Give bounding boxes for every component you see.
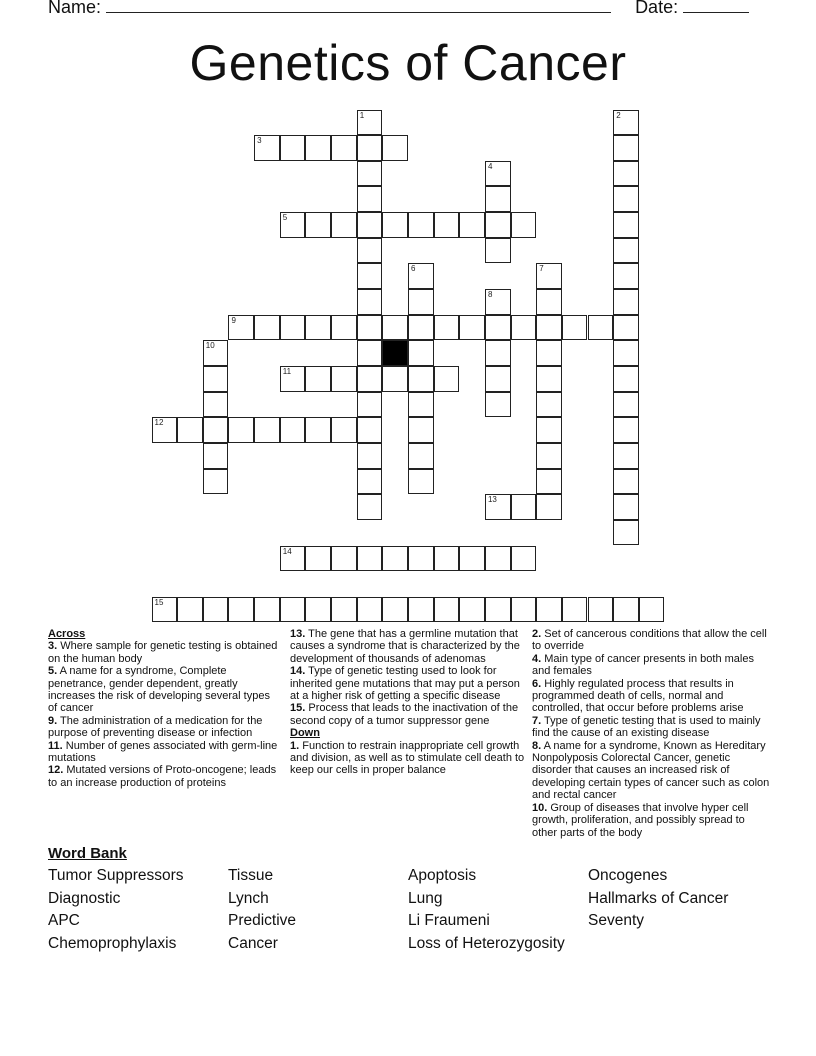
grid-block	[382, 340, 408, 366]
grid-cell[interactable]	[588, 315, 614, 341]
grid-cell[interactable]	[305, 135, 331, 161]
grid-cell[interactable]	[485, 392, 511, 418]
grid-cell[interactable]	[305, 366, 331, 392]
clue	[532, 628, 772, 653]
grid-cell[interactable]	[331, 315, 357, 341]
grid-cell[interactable]	[613, 340, 639, 366]
clue-text: Group of diseases that involve hyper cell growth, proliferation, and possibly spread to other parts of the body	[532, 801, 749, 839]
grid-cell[interactable]	[357, 186, 383, 212]
grid-cell[interactable]	[408, 597, 434, 623]
across-clue-list	[48, 640, 280, 789]
grid-cell[interactable]	[408, 212, 434, 238]
grid-cell[interactable]	[536, 597, 562, 623]
clue	[290, 702, 526, 727]
grid-cell[interactable]	[280, 366, 306, 392]
clue-number: 1.	[290, 739, 300, 752]
grid-cell[interactable]	[408, 315, 434, 341]
clue-number: 8	[487, 290, 493, 300]
clue-text: Mutated versions of Proto-oncogene; leads to an increase production of proteins	[48, 764, 277, 789]
grid-cell[interactable]	[331, 546, 357, 572]
clue-text: Type of genetic testing used to look for inherited gene mutations that may put a person at a higher risk of getting a specific disease	[290, 665, 520, 703]
clue-number: 11.	[48, 739, 63, 752]
grid-cell[interactable]	[485, 212, 511, 238]
grid-cell[interactable]	[408, 546, 434, 572]
grid-cell[interactable]	[280, 417, 306, 443]
grid-cell[interactable]	[434, 366, 460, 392]
grid-cell[interactable]	[254, 315, 280, 341]
grid-cell[interactable]	[536, 392, 562, 418]
grid-cell[interactable]	[408, 263, 434, 289]
grid-cell[interactable]	[536, 340, 562, 366]
grid-cell[interactable]	[203, 366, 229, 392]
clue	[48, 764, 280, 789]
clue-number: 10	[205, 341, 215, 351]
grid-cell[interactable]	[613, 238, 639, 264]
clue-number: 1	[359, 110, 365, 120]
grid-cell[interactable]	[613, 520, 639, 546]
clue	[532, 653, 772, 678]
clue-number: 9.	[48, 714, 58, 727]
word-bank-item: Loss of Heterozygosity	[408, 935, 565, 952]
word-bank-item: Diagnostic	[48, 890, 121, 907]
word-bank-item: Tissue	[228, 867, 274, 884]
page-title: Genetics of Cancer	[189, 35, 627, 91]
grid-cell[interactable]	[382, 212, 408, 238]
grid-cell[interactable]	[305, 546, 331, 572]
grid-cell[interactable]	[613, 392, 639, 418]
clue-number: 12.	[48, 764, 64, 777]
grid-cell[interactable]	[331, 417, 357, 443]
grid-cell[interactable]	[357, 546, 383, 572]
grid-cell[interactable]	[357, 212, 383, 238]
grid-cell[interactable]	[408, 366, 434, 392]
across-clue-list-cont	[290, 628, 526, 727]
grid-cell[interactable]	[254, 597, 280, 623]
word-bank-item: Lung	[408, 890, 443, 907]
grid-cell[interactable]	[485, 289, 511, 315]
clue	[290, 665, 526, 702]
grid-cell[interactable]	[459, 597, 485, 623]
clue-number: 5	[282, 213, 288, 223]
grid-cell[interactable]	[613, 263, 639, 289]
grid-cell[interactable]	[408, 392, 434, 418]
clue-text: The administration of a medication for the purpose of preventing disease or infection	[48, 714, 263, 740]
grid-cell[interactable]	[613, 135, 639, 161]
grid-cell[interactable]	[305, 417, 331, 443]
clue-number: 13.	[290, 628, 306, 640]
grid-cell[interactable]	[613, 212, 639, 238]
grid-cell[interactable]	[331, 212, 357, 238]
grid-cell[interactable]	[485, 315, 511, 341]
grid-cell[interactable]	[613, 469, 639, 495]
clue-text: Highly regulated process that results in programmed death of cells, normal and controlled, that occur before problems arise	[532, 677, 744, 715]
grid-cell[interactable]	[434, 212, 460, 238]
clues-column-1	[48, 628, 280, 789]
grid-cell[interactable]	[357, 366, 383, 392]
clue-number: 15.	[290, 702, 306, 715]
grid-cell[interactable]	[613, 161, 639, 187]
word-bank-item: Hallmarks of Cancer	[588, 890, 729, 907]
grid-cell[interactable]	[357, 263, 383, 289]
grid-cell[interactable]	[357, 135, 383, 161]
clue-number: 11	[282, 367, 292, 376]
grid-cell[interactable]	[280, 212, 306, 238]
clue-number: 6	[411, 264, 416, 274]
grid-cell[interactable]	[408, 417, 434, 443]
clue-number: 8.	[532, 739, 542, 752]
grid-cell[interactable]	[177, 417, 203, 443]
clue-number: 3	[257, 136, 262, 146]
grid-cell[interactable]	[357, 597, 383, 623]
clue-number: 14.	[290, 665, 306, 678]
grid-cell[interactable]	[613, 366, 639, 392]
grid-cell[interactable]	[485, 546, 511, 572]
clue	[532, 802, 772, 839]
grid-cell[interactable]	[511, 212, 537, 238]
grid-cell[interactable]	[331, 597, 357, 623]
clue	[290, 628, 526, 665]
grid-cell[interactable]	[203, 417, 229, 443]
grid-cell[interactable]	[459, 315, 485, 341]
grid-cell[interactable]	[331, 366, 357, 392]
grid-cell[interactable]	[562, 597, 588, 623]
clue	[48, 640, 280, 665]
grid-cell[interactable]	[459, 546, 485, 572]
grid-cell[interactable]	[511, 597, 537, 623]
grid-cell[interactable]	[639, 597, 665, 623]
grid-cell[interactable]	[254, 135, 280, 161]
grid-cell[interactable]	[357, 392, 383, 418]
grid-cell[interactable]	[613, 417, 639, 443]
grid-cell[interactable]	[357, 340, 383, 366]
grid-cell[interactable]	[254, 417, 280, 443]
clue-number: 14	[282, 546, 292, 556]
down-clue-list	[290, 740, 526, 777]
grid-cell[interactable]	[485, 366, 511, 392]
grid-cell[interactable]	[408, 443, 434, 469]
grid-cell[interactable]	[357, 417, 383, 443]
clue-number: 7.	[532, 714, 542, 727]
clue-text: Number of genes associated with germ-line mutations	[48, 739, 278, 765]
grid-cell[interactable]	[382, 366, 408, 392]
grid-cell[interactable]	[588, 597, 614, 623]
date-label: Date:	[635, 0, 679, 17]
clue	[48, 740, 280, 765]
clue-number: 4	[487, 161, 493, 171]
grid-cell[interactable]	[305, 212, 331, 238]
clue-text: Main type of cancer presents in both males and females	[532, 652, 754, 678]
clue-text: Process that leads to the inactivation of the second copy of a tumor suppressor gene	[290, 702, 519, 727]
clue-number: 3.	[48, 640, 58, 653]
down-heading: Down	[290, 727, 320, 740]
word-bank-item: Apoptosis	[408, 867, 477, 884]
clue	[290, 740, 526, 777]
grid-cell[interactable]	[228, 315, 254, 341]
clue-text: Set of cancerous conditions that allow the cell to override	[532, 628, 767, 653]
grid-cell[interactable]	[228, 597, 254, 623]
clue-number: 2.	[532, 628, 542, 640]
grid-cell[interactable]	[459, 212, 485, 238]
grid-cell[interactable]	[434, 597, 460, 623]
grid-cell[interactable]	[280, 315, 306, 341]
grid-cell[interactable]	[485, 494, 511, 520]
grid-cell[interactable]	[613, 289, 639, 315]
grid-cell[interactable]	[485, 597, 511, 623]
grid-cell[interactable]	[408, 340, 434, 366]
word-bank-item: Chemoprophylaxis	[48, 935, 177, 952]
clue-number: 7	[539, 264, 544, 274]
word-bank-item: Lynch	[228, 890, 269, 907]
clue-text: A name for a syndrome, Known as Hereditary Nonpolyposis Colorectal Cancer, genetic disorder that causes an increased risk of developing certain types of cancer such as colon and rectal cancer	[532, 739, 770, 802]
clue-number: 5.	[48, 665, 58, 678]
grid-cell[interactable]	[511, 494, 537, 520]
grid-cell[interactable]	[203, 392, 229, 418]
grid-cell[interactable]	[536, 263, 562, 289]
word-bank-item: Seventy	[588, 912, 645, 929]
grid-cell[interactable]	[382, 597, 408, 623]
grid-cell[interactable]	[203, 340, 229, 366]
grid-cell[interactable]	[280, 546, 306, 572]
clue-text: A name for a syndrome, Complete penetrance, gender dependent, greatly increases the risk of developing several types of cancer	[48, 665, 270, 715]
grid-cell[interactable]	[613, 597, 639, 623]
clue	[532, 715, 772, 740]
grid-cell[interactable]	[228, 417, 254, 443]
grid-cell[interactable]	[357, 494, 383, 520]
name-label: Name:	[48, 0, 102, 17]
grid-cell[interactable]	[280, 135, 306, 161]
word-bank-item: Li Fraumeni	[408, 912, 490, 929]
grid-cell[interactable]	[434, 546, 460, 572]
grid-cell[interactable]	[357, 161, 383, 187]
word-bank-item: Predictive	[228, 912, 297, 929]
grid-cell[interactable]	[536, 315, 562, 341]
clue-number: 12	[154, 418, 164, 428]
grid-cell[interactable]	[357, 469, 383, 495]
grid-cell[interactable]	[613, 186, 639, 212]
clue	[48, 665, 280, 715]
grid-cell[interactable]	[562, 315, 588, 341]
grid-cell[interactable]	[536, 289, 562, 315]
grid-cell[interactable]	[536, 494, 562, 520]
word-bank-item: Cancer	[228, 935, 278, 952]
grid-cell[interactable]	[331, 135, 357, 161]
grid-cell[interactable]	[357, 238, 383, 264]
grid-cell[interactable]	[203, 469, 229, 495]
clues-column-3	[532, 628, 772, 839]
word-bank-item: APC	[48, 912, 80, 929]
clue-number: 4.	[532, 652, 542, 665]
clue-number: 6.	[532, 677, 542, 690]
grid-cell[interactable]	[280, 597, 306, 623]
grid-cell[interactable]	[613, 494, 639, 520]
grid-cell[interactable]	[434, 315, 460, 341]
grid-cell[interactable]	[485, 186, 511, 212]
clues-column-2	[290, 628, 526, 777]
grid-cell[interactable]	[511, 546, 537, 572]
grid-cell[interactable]	[357, 110, 383, 136]
grid-cell[interactable]	[152, 417, 178, 443]
grid-cell[interactable]	[613, 315, 639, 341]
grid-cell[interactable]	[152, 597, 178, 623]
clue-number: 13	[487, 495, 497, 505]
clue-text: The gene that has a germline mutation that causes a syndrome that is characterized by the development of thousands of adenomas	[290, 628, 520, 665]
clue-number: 15	[154, 597, 164, 607]
grid-cell[interactable]	[485, 161, 511, 187]
grid-cell[interactable]	[536, 469, 562, 495]
across-heading: Across	[48, 628, 86, 640]
clue	[532, 678, 772, 715]
grid-cell[interactable]	[305, 315, 331, 341]
grid-cell[interactable]	[485, 340, 511, 366]
grid-cell[interactable]	[408, 469, 434, 495]
grid-cell[interactable]	[177, 597, 203, 623]
grid-cell[interactable]	[382, 135, 408, 161]
grid-cell[interactable]	[536, 417, 562, 443]
clue	[48, 715, 280, 740]
grid-cell[interactable]	[536, 366, 562, 392]
grid-cell[interactable]	[485, 238, 511, 264]
word-bank-item: Tumor Suppressors	[48, 867, 184, 884]
word-bank-item: Oncogenes	[588, 867, 668, 884]
grid-cell[interactable]	[613, 443, 639, 469]
clue-number: 9	[231, 315, 236, 325]
grid-cell[interactable]	[382, 315, 408, 341]
word-bank-title: Word Bank	[48, 845, 127, 862]
clue-text: Type of genetic testing that is used to mainly find the cause of an existing disease	[532, 714, 761, 740]
grid-cell[interactable]	[613, 110, 639, 136]
clue-number: 2	[616, 110, 621, 120]
grid-cell[interactable]	[203, 443, 229, 469]
grid-cell[interactable]	[357, 443, 383, 469]
grid-cell[interactable]	[511, 315, 537, 341]
grid-cell[interactable]	[357, 289, 383, 315]
grid-cell[interactable]	[408, 289, 434, 315]
clue	[532, 740, 772, 802]
grid-cell[interactable]	[203, 597, 229, 623]
clue-text: Function to restrain inappropriate cell growth and division, as well as to stimulate cell death to keep our cells in proper balance	[290, 739, 525, 777]
clue-text: Where sample for genetic testing is obtained on the human body	[48, 640, 278, 665]
grid-cell[interactable]	[357, 315, 383, 341]
grid-cell[interactable]	[536, 443, 562, 469]
grid-cell[interactable]	[382, 546, 408, 572]
grid-cell[interactable]	[305, 597, 331, 623]
down-clue-list-cont	[532, 628, 772, 839]
clue-number: 10.	[532, 801, 548, 814]
